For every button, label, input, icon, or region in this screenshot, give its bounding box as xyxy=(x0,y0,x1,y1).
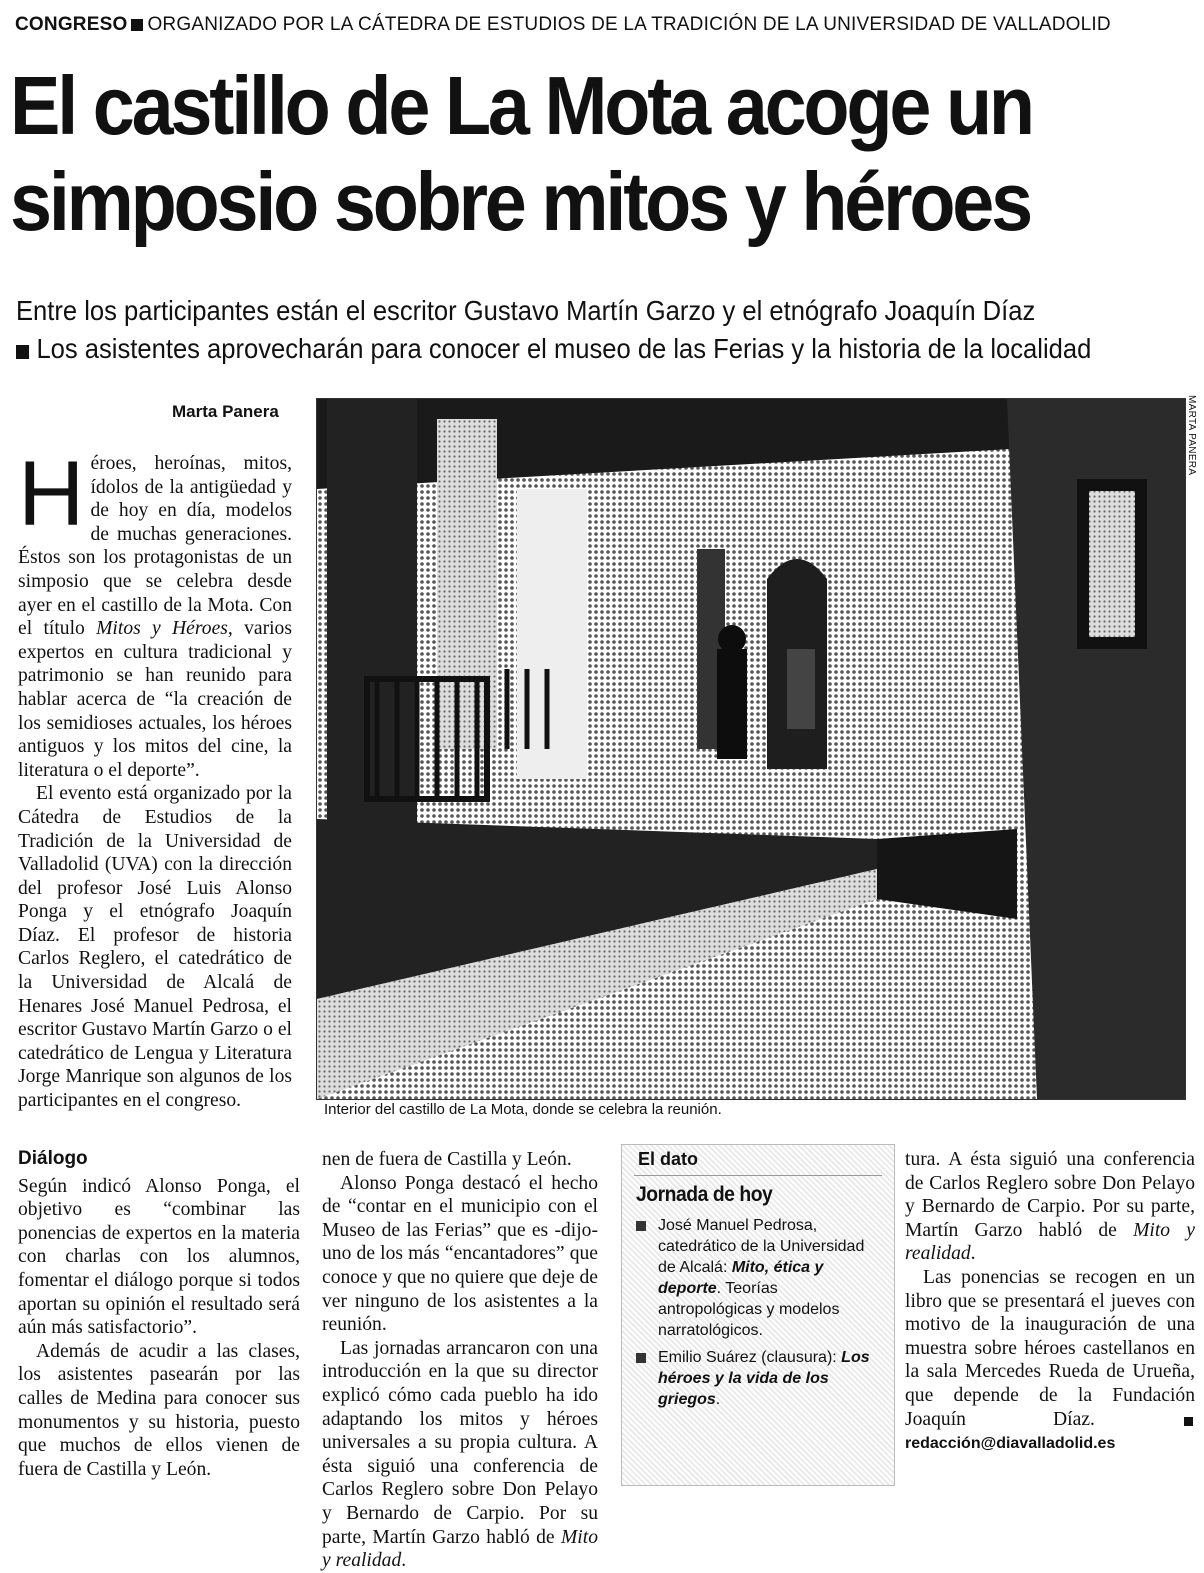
section-subhead: Diálogo xyxy=(18,1148,88,1169)
paragraph-6 xyxy=(322,1337,598,1572)
square-bullet-icon xyxy=(1184,1417,1193,1426)
item-1-subtitle: . Teorías antropológicas y modelos narratológicos. xyxy=(658,1280,840,1339)
paragraph-6-end: . xyxy=(401,1550,407,1572)
paragraph-2: El evento está organizado por la Cátedra de Estudios de la Tradición de la Universidad de Valladolid (UVA) con la dirección del profesor José Luis Alonso Ponga y el etnógrafo Joaquín Díaz. El profesor de historia Carlos Reglero, el catedrático de la Universidad de Alcalá de Henares José Manuel Pedrosa, el escritor Gustavo Martín Garzo o el catedrático de Lengua y Literatura Jorge Manrique son algunos de los participantes en el congreso. xyxy=(18,783,292,1112)
paragraph-4-continued: nen de fuera de Castilla y León. xyxy=(322,1149,572,1170)
paragraph-7 xyxy=(905,1266,1195,1456)
article-column-1-bottom xyxy=(18,1147,300,1482)
kicker xyxy=(15,14,1111,36)
headline xyxy=(10,58,1093,250)
headline-line-1: El castillo de La Mota acoge un xyxy=(10,59,1032,152)
list-item xyxy=(636,1215,886,1341)
item-2-title: Los héroes y la vida de los griegos xyxy=(658,1349,870,1408)
schedule-list xyxy=(636,1215,886,1416)
square-bullet-icon xyxy=(16,345,29,359)
box-title: Jornada de hoy xyxy=(636,1183,773,1206)
photo-credit: MARTA PANERA xyxy=(1186,395,1197,476)
item-1-speaker: José Manuel Pedrosa, catedrático de la Universidad de Alcalá: xyxy=(658,1217,865,1276)
subheadline xyxy=(16,292,1091,368)
article-column-1 xyxy=(18,443,292,1113)
item-2-speaker: Emilio Suárez (clausura): xyxy=(658,1349,842,1366)
event-title: Mitos y Héroes, xyxy=(96,618,233,640)
paragraph-7-text: Las ponencias se recogen en un libro que se presentará el jueves con motivo de la inauguración de una muestra sobre héroes castellanos en la sala Mercedes Rueda de Urueña, que depende de la Fundación Joaquín Díaz. xyxy=(905,1266,1195,1430)
info-box xyxy=(621,1144,895,1486)
castle-interior-photo xyxy=(316,398,1186,1100)
paragraph-1-text-a: éroes, heroínas, mitos, ídolos de la antigüedad y de hoy en día, modelos de muchas generaciones. Éstos son los protagonistas de un simposio que se celebra desde ayer en el castillo de la Mota. Con el título xyxy=(18,453,292,640)
subheadline-line-1: Entre los participantes están el escritor Gustavo Martín Garzo y el etnógrafo Joaquín Díaz xyxy=(16,295,1036,326)
paragraph-4: Además de acudir a las clases, los asistentes pasearán por las calles de Medina para conocer sus monumentos y su historia, puesto que muchos de ellos vienen de fuera de Castilla y León. xyxy=(18,1340,300,1480)
headline-line-2: simposio sobre mitos y héroes xyxy=(10,155,1030,248)
subheadline-line-2-wrap xyxy=(16,330,1091,368)
author-email[interactable]: redacción@diavalladolid.es xyxy=(905,1435,1116,1453)
photo-illustration xyxy=(317,399,1185,1099)
item-2-end: . xyxy=(715,1391,721,1408)
item-1-title: Mito, ética y deporte xyxy=(658,1259,824,1297)
article-column-2 xyxy=(322,1148,598,1572)
paragraph-3: Según indicó Alonso Ponga, el objetivo es “combinar las ponencias de expertos en la materia con charlas con los alumnos, fomentar el diálogo porque si todos aportan su opinión el resultado será aún más satisfactorio”. xyxy=(18,1175,300,1339)
byline: Marta Panera xyxy=(172,402,279,421)
paragraph-1-text-b: varios expertos en cultura tradicional y patrimonio se han reunido para hablar acerca de “la creación de los semidioses actuales, los héroes antiguos y los mitos del cine, la literatura o el deporte”. xyxy=(18,618,292,781)
article-column-4 xyxy=(905,1148,1195,1456)
square-bullet-icon xyxy=(131,19,143,31)
drop-cap: H xyxy=(18,443,85,545)
kicker-text: ORGANIZADO POR LA CÁTEDRA DE ESTUDIOS DE LA TRADICIÓN DE LA UNIVERSIDAD DE VALLADOLID xyxy=(147,14,1111,35)
talk-title: Mito y realidad xyxy=(322,1526,598,1572)
subheadline-line-2: Los asistentes aprovecharán para conocer el museo de las Ferias y la historia de la localidad xyxy=(36,333,1092,364)
paragraph-1 xyxy=(18,443,292,782)
list-item xyxy=(636,1347,886,1410)
section-label: CONGRESO xyxy=(15,14,128,35)
paragraph-6-text: Las jornadas arrancaron con una introducción en la que su director explicó cómo cada pueblo ha ido adaptando los mitos y héroes universales a su propia cultura. A ésta siguió una conferencia de Carlos Reglero sobre Don Pelayo y Bernardo de Carpio. Por su parte, Martín Garzo habló de xyxy=(322,1337,598,1548)
photo-caption: Interior del castillo de La Mota, donde se celebra la reunión. xyxy=(324,1101,722,1118)
box-divider xyxy=(634,1175,882,1176)
box-label: El dato xyxy=(638,1149,699,1169)
paragraph-5: Alonso Ponga destacó el hecho de “contar en el municipio con el Museo de las Ferias” que es -dijo- uno de los más “encantadores” que conoce y que no quiere que deje de ver ninguno de los asistentes a la reunión. xyxy=(322,1172,598,1336)
paragraph-6-continued: tura. A ésta siguió una conferencia de Carlos Reglero sobre Don Pelayo y Bernardo de Carpio. Por su parte, Martín Garzo habló de Mito y realidad. xyxy=(905,1149,1195,1265)
